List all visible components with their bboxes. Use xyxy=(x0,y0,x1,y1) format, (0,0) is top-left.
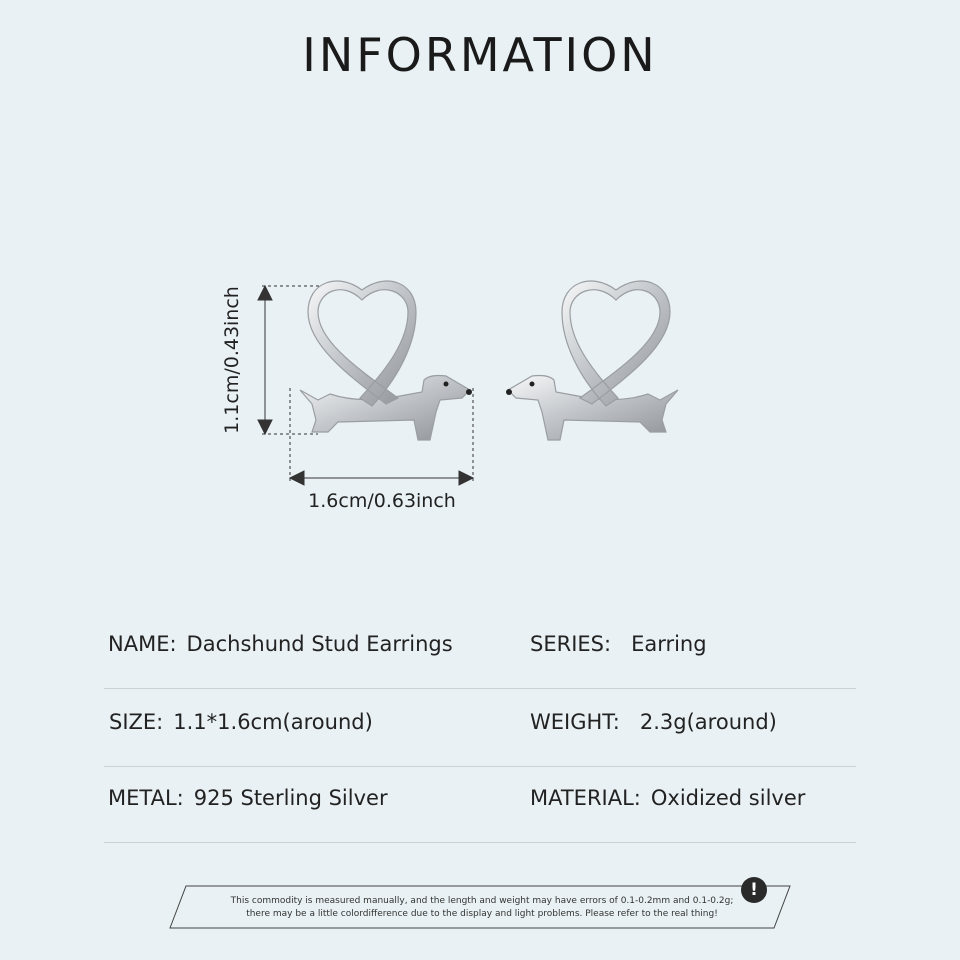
spec-label: SIZE: xyxy=(109,710,164,734)
exclamation-icon: ! xyxy=(741,877,767,903)
spec-row-name xyxy=(104,612,856,689)
spec-label: WEIGHT: xyxy=(530,710,620,734)
spec-value: Oxidized silver xyxy=(650,786,806,810)
spec-material xyxy=(530,786,805,810)
height-dimension-label: 1.1cm/0.43inch xyxy=(221,286,243,434)
page-title: INFORMATION xyxy=(302,28,658,82)
right-earring xyxy=(506,281,678,440)
notice-text xyxy=(176,895,788,920)
left-earring xyxy=(300,281,472,440)
spec-row-size xyxy=(104,690,856,767)
notice-line-2: there may be a little colordifference due to the display and light problems. Please refer to the real thing! xyxy=(246,908,718,919)
width-dimension-label: 1.6cm/0.63inch xyxy=(308,490,456,512)
spec-label: METAL: xyxy=(108,786,184,810)
spec-metal xyxy=(108,786,388,810)
spec-label: SERIES: xyxy=(530,632,612,656)
spec-name xyxy=(108,632,453,656)
notice-line-1: This commodity is measured manually, and the length and weight may have errors of 0.1-0.2mm and 0.1-0.2g; xyxy=(230,896,734,906)
spec-row-metal xyxy=(104,766,856,843)
spec-value: 1.1*1.6cm(around) xyxy=(173,710,373,734)
spec-value: 925 Sterling Silver xyxy=(193,786,388,810)
spec-size xyxy=(109,710,373,734)
notice-box xyxy=(176,886,788,928)
spec-value: Dachshund Stud Earrings xyxy=(186,632,453,656)
spec-label: MATERIAL: xyxy=(530,786,641,810)
spec-value: Earring xyxy=(631,632,707,656)
spec-weight xyxy=(530,710,777,734)
spec-series xyxy=(530,632,707,656)
spec-value: 2.3g(around) xyxy=(639,710,777,734)
spec-label: NAME: xyxy=(108,632,177,656)
